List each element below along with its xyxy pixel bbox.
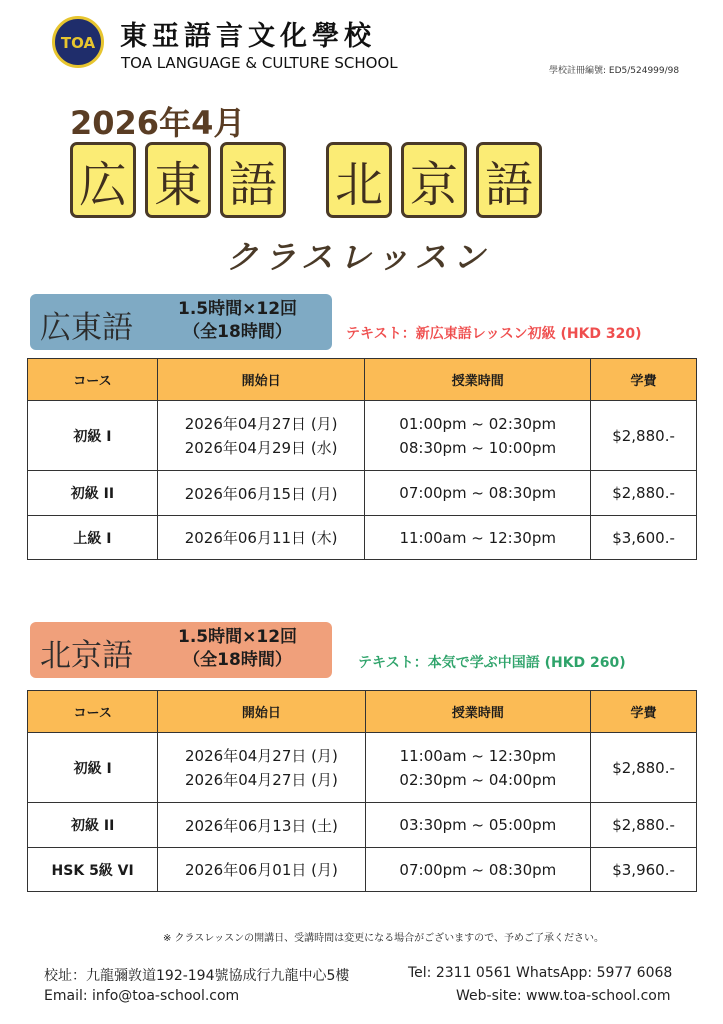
- course-cell: 上級 I: [28, 516, 158, 560]
- course-cell: 初級 I: [28, 733, 158, 803]
- start-date-cell: 2026年06月11日 (木): [157, 516, 364, 560]
- title-tile: 東: [145, 142, 211, 218]
- title-tiles: [70, 142, 551, 218]
- contact-phone: Tel: 2311 0561 WhatsApp: 5977 6068: [408, 965, 673, 981]
- table-row: [28, 733, 697, 803]
- mandarin-schedule-table: [27, 690, 697, 892]
- school-logo: [52, 16, 104, 68]
- fee-cell: $2,880.-: [591, 471, 697, 516]
- mandarin-header-box: [30, 622, 332, 678]
- cantonese-textbook: テキスト：新広東語レッスン初級 (HKD 320): [346, 326, 642, 342]
- subtitle: クラスレッスン: [226, 238, 491, 276]
- class-time-cell: [365, 401, 591, 471]
- class-time: 02:30pm ~ 04:00pm: [399, 770, 557, 789]
- class-time-cell: 03:30pm ~ 05:00pm: [365, 803, 591, 848]
- class-time: 11:00am ~ 12:30pm: [399, 746, 557, 765]
- start-date: 2026年04月29日 (水): [184, 438, 338, 457]
- course-language-name: 広東語: [40, 310, 133, 346]
- course-hours: [178, 298, 297, 344]
- fee-cell: $2,880.-: [591, 401, 697, 471]
- class-time-cell: 07:00pm ~ 08:30pm: [365, 848, 591, 892]
- school-name-cn: 東亞語言文化學校: [120, 21, 376, 52]
- hours-line: 1.5時間×12回: [178, 627, 298, 647]
- hours-total: （全18時間）: [183, 322, 292, 342]
- logo-text: TOA: [60, 34, 96, 52]
- column-header: 開始日: [157, 359, 364, 401]
- column-header: 学費: [591, 359, 697, 401]
- start-date: 2026年04月27日 (月): [185, 770, 338, 789]
- hours-line: 1.5時間×12回: [178, 299, 298, 319]
- title-tile: 北: [326, 142, 392, 218]
- table-row: [28, 848, 697, 892]
- title-tile: 語: [220, 142, 286, 218]
- course-language-name: 北京語: [40, 638, 133, 674]
- website-link[interactable]: Web-site: www.toa-school.com: [456, 988, 671, 1004]
- month-heading: 2026年4月: [70, 104, 246, 142]
- class-time-cell: [365, 733, 591, 803]
- column-header: 授業時間: [365, 691, 591, 733]
- start-date-cell: [157, 401, 364, 471]
- start-date: 2026年04月27日 (月): [185, 746, 338, 765]
- table-row: [28, 471, 697, 516]
- course-cell: 初級 II: [28, 803, 158, 848]
- cantonese-header-box: [30, 294, 332, 350]
- class-time-cell: 11:00am ~ 12:30pm: [365, 516, 591, 560]
- course-hours: [178, 626, 297, 672]
- class-time: 08:30pm ~ 10:00pm: [399, 438, 557, 457]
- fee-cell: $2,880.-: [591, 803, 697, 848]
- start-date-cell: [158, 733, 365, 803]
- course-cell: 初級 II: [28, 471, 158, 516]
- cantonese-schedule-table: [27, 358, 697, 560]
- course-cell: 初級 I: [28, 401, 158, 471]
- start-date: 2026年04月27日 (月): [184, 414, 338, 433]
- table-header-row: [28, 691, 697, 733]
- class-time: 01:00pm ~ 02:30pm: [399, 414, 557, 433]
- start-date-cell: 2026年06月15日 (月): [157, 471, 364, 516]
- fee-cell: $2,880.-: [591, 733, 697, 803]
- school-name-en: TOA LANGUAGE & CULTURE SCHOOL: [121, 54, 398, 72]
- contact-email[interactable]: Email: info@toa-school.com: [44, 988, 240, 1004]
- schedule-change-note: ※ クラスレッスンの開講日、受講時間は変更になる場合がございますので、予めご了承ください。: [163, 933, 604, 944]
- title-tile: 広: [70, 142, 136, 218]
- table-header-row: [28, 359, 697, 401]
- title-tile: 京: [401, 142, 467, 218]
- start-date-cell: 2026年06月01日 (月): [158, 848, 365, 892]
- registration-number: 學校註冊編號: ED5/524999/98: [549, 66, 680, 76]
- course-cell: HSK 5級 VI: [28, 848, 158, 892]
- table-row: [28, 516, 697, 560]
- fee-cell: $3,960.-: [591, 848, 697, 892]
- column-header: コース: [28, 359, 158, 401]
- school-address: 校址：九龍彌敦道192-194號協成行九龍中心5樓: [44, 968, 350, 984]
- table-row: [28, 803, 697, 848]
- table-row: [28, 401, 697, 471]
- column-header: 授業時間: [365, 359, 591, 401]
- class-time-cell: 07:00pm ~ 08:30pm: [365, 471, 591, 516]
- column-header: コース: [28, 691, 158, 733]
- mandarin-textbook: テキスト：本気で学ぶ中国語 (HKD 260): [358, 655, 626, 671]
- hours-total: （全18時間）: [183, 650, 292, 670]
- fee-cell: $3,600.-: [591, 516, 697, 560]
- title-tile: 語: [476, 142, 542, 218]
- column-header: 開始日: [158, 691, 365, 733]
- column-header: 学費: [591, 691, 697, 733]
- start-date-cell: 2026年06月13日 (土): [158, 803, 365, 848]
